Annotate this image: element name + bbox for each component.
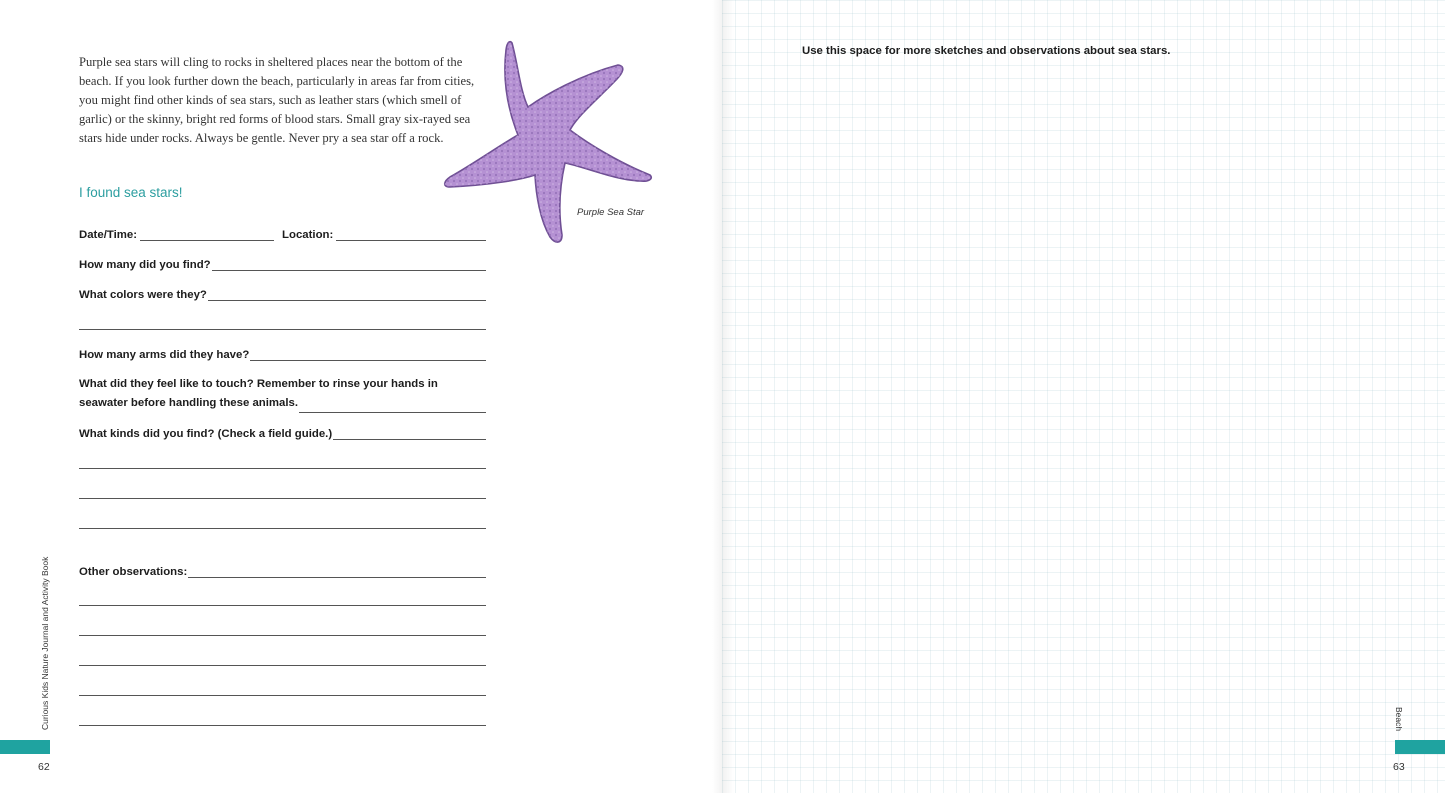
observations-line-1[interactable]	[79, 605, 486, 606]
kinds-extra-line-3[interactable]	[79, 528, 486, 529]
date-location-row	[79, 223, 486, 241]
other-observations-row	[79, 560, 486, 578]
colors-row	[79, 283, 486, 301]
kinds-extra-line-2[interactable]	[79, 498, 486, 499]
colors-label: What colors were they?	[79, 289, 207, 301]
how-many-label: How many did you find?	[79, 259, 211, 271]
book-gutter	[712, 0, 734, 793]
other-observations-field[interactable]	[188, 565, 486, 578]
kinds-field[interactable]	[333, 427, 486, 440]
kinds-row	[79, 422, 486, 440]
colors-field[interactable]	[208, 288, 486, 301]
other-observations-label: Other observations:	[79, 566, 188, 578]
touch-question	[79, 375, 486, 413]
left-page-tab	[0, 740, 50, 754]
intro-paragraph: Purple sea stars will cling to rocks in sheltered places near the bottom of the beach. If you look further down the beach, particularly in areas far from cities, you might find other kinds of sea stars, such as leather stars (which smell of garlic) or the skinny, bright red forms of blood stars. Small gray six-rayed sea stars hide under rocks. Always be gentle. Never pry a sea star off a rock.	[79, 55, 475, 145]
illustration-caption: Purple Sea Star	[577, 207, 645, 218]
observations-line-2[interactable]	[79, 635, 486, 636]
left-page-number: 62	[38, 761, 50, 773]
found-heading: I found sea stars!	[79, 185, 183, 200]
touch-label-line2: seawater before handling these animals.	[79, 397, 299, 409]
observations-line-5[interactable]	[79, 725, 486, 726]
right-page-number: 63	[1393, 761, 1405, 773]
right-page-prompt: Use this space for more sketches and observations about sea stars.	[802, 45, 1171, 57]
location-label: Location:	[282, 229, 334, 241]
kinds-extra-line-1[interactable]	[79, 468, 486, 469]
how-many-field[interactable]	[212, 258, 486, 271]
colors-extra-line[interactable]	[79, 329, 486, 330]
right-page-tab	[1395, 740, 1445, 754]
section-label-vertical: Beach	[1394, 707, 1404, 732]
arms-row	[79, 343, 486, 361]
how-many-row	[79, 253, 486, 271]
observations-line-4[interactable]	[79, 695, 486, 696]
observations-line-3[interactable]	[79, 665, 486, 666]
location-field[interactable]	[336, 228, 486, 241]
arms-label: How many arms did they have?	[79, 349, 250, 361]
right-page-grid	[722, 0, 1445, 793]
touch-label-line1: What did they feel like to touch? Remember to rinse your hands in	[79, 378, 438, 390]
date-label: Date/Time:	[79, 229, 138, 241]
arms-field[interactable]	[250, 348, 486, 361]
book-title-vertical: Curious Kids Nature Journal and Activity Book	[40, 556, 50, 730]
touch-field[interactable]	[299, 400, 486, 413]
kinds-label: What kinds did you find? (Check a field guide.)	[79, 428, 333, 440]
date-field[interactable]	[140, 228, 274, 241]
